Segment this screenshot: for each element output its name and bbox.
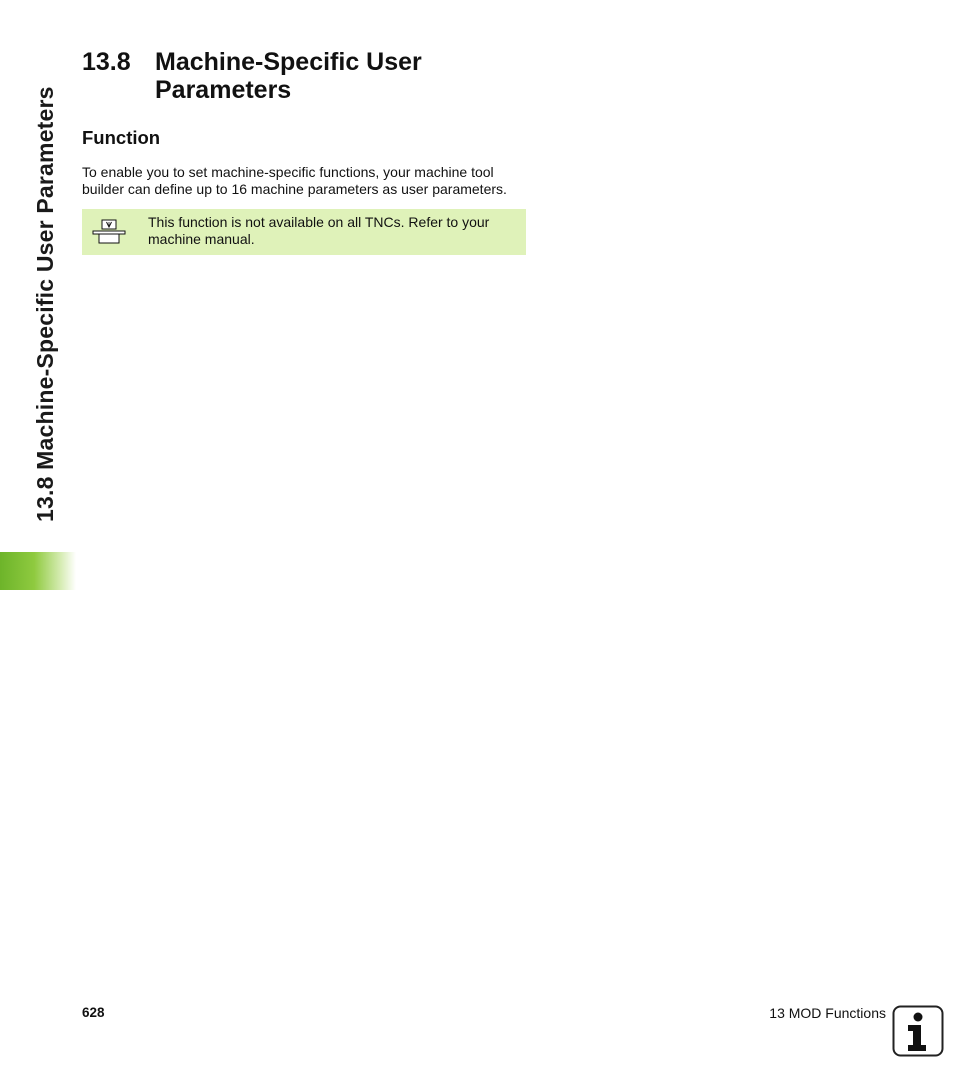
note-text: This function is not available on all TNCs. Refer to your machine manual. xyxy=(148,214,490,247)
page-number: 628 xyxy=(82,1005,105,1020)
section-number: 13.8 xyxy=(82,48,131,76)
info-icon xyxy=(892,1005,944,1057)
subheading-function: Function xyxy=(82,127,161,148)
body-paragraph: To enable you to set machine-specific functions, your machine tool builder can define up to 16 machine parameters as user parameters. xyxy=(82,164,507,197)
chapter-footer: 13 MOD Functions xyxy=(769,1005,886,1021)
note-box xyxy=(82,209,526,255)
side-thumb-tab xyxy=(0,552,76,590)
side-chapter-title: 13.8 Machine-Specific User Parameters xyxy=(32,86,58,522)
section-title: Machine-Specific User Parameters xyxy=(155,48,422,104)
machine-icon xyxy=(92,219,126,245)
